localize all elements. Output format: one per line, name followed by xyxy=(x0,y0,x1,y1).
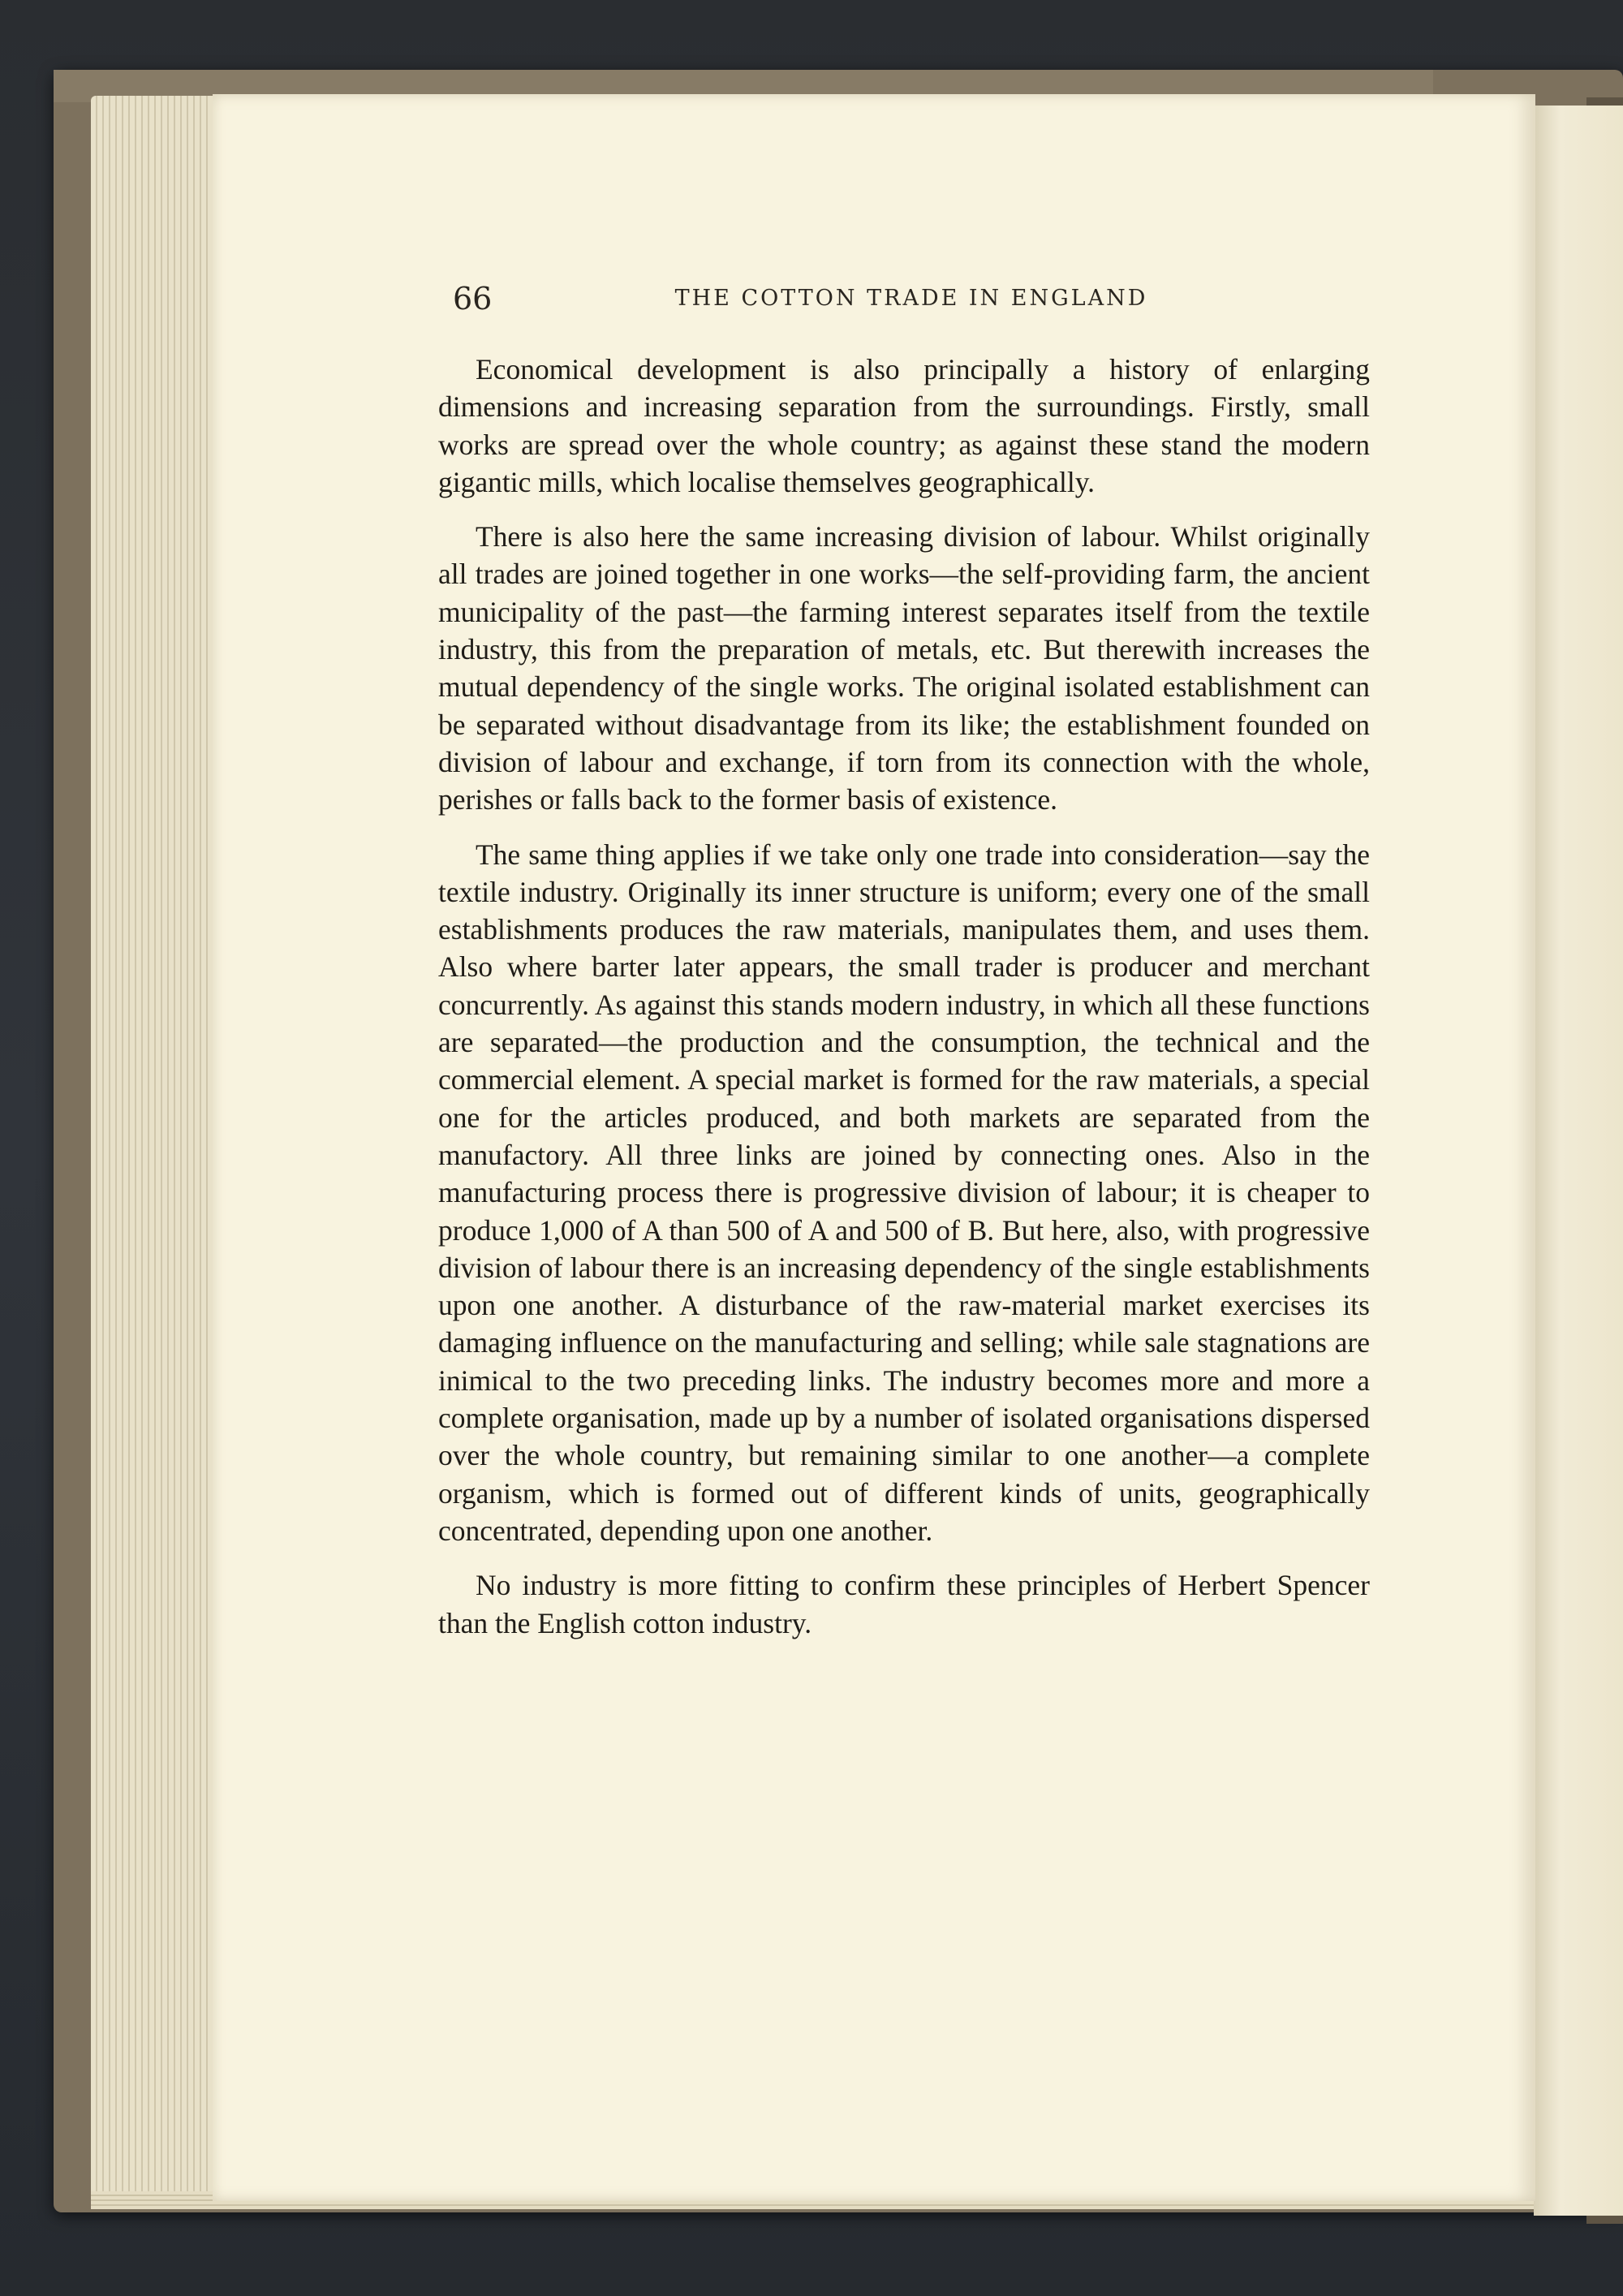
page-body xyxy=(438,351,1370,1659)
paragraph: Economical development is also principally a history of enlarging dimensions and increasing separation from the surroundings. Firstly, small works are spread over the whole country; as against these stand the modern gigantic mills, which localise themselves geographically. xyxy=(438,353,1370,498)
facing-page-sliver xyxy=(1534,106,1623,2216)
running-head: THE COTTON TRADE IN ENGLAND xyxy=(674,286,1148,311)
page-number: 66 xyxy=(453,281,493,317)
stacked-page-edges xyxy=(91,96,229,2206)
page-header xyxy=(453,276,1370,325)
paragraph: The same thing applies if we take only one trade into consideration—say the textile industry. Originally its inner structure is uniform; every one of the small establishments produces the raw materials, manipulates them, and uses them. Also where barter later appears, the small trader is producer and merchant concurrently. As against this stands modern industry, in which all these functions are separated—the production and the consumption, the technical and the commercial element. A special market is formed for the raw materials, a special one for the articles produced, and both markets are separated from the manufactory. All three links are joined by connecting ones. Also in the manufacturing process there is progressive division of labour; it is cheaper to produce 1,000 of A than 500 of A and 500 of B. But here, also, with progressive division of labour there is an increasing dependency of the single establishments upon one another. A disturbance of the raw-material market exercises its damaging influence on the manufacturing and selling; while sale stagnations are inimical to the two preceding links. The industry becomes more and more a complete organisation, made up by a number of isolated organisations dispersed over the whole country, but remaining similar to one another—a complete organism, which is formed out of different kinds of units, geographically concentrated, depending upon one another. xyxy=(438,838,1370,1547)
paragraph: No industry is more fitting to confirm these principles of Herbert Spencer than the English cotton industry. xyxy=(438,1569,1370,1639)
paragraph: There is also here the same increasing division of labour. Whilst originally all trades are joined together in one works—the self-providing farm, the ancient municipality of the past—the farming interest separates itself from the textile industry, this from the preparation of metals, etc. But therewith increases the mutual dependency of the single works. The original isolated establishment can be separated without disadvantage from its like; the establishment founded on division of labour and exchange, if torn from its connection with the whole, perishes or falls back to the former basis of existence. xyxy=(438,520,1370,816)
